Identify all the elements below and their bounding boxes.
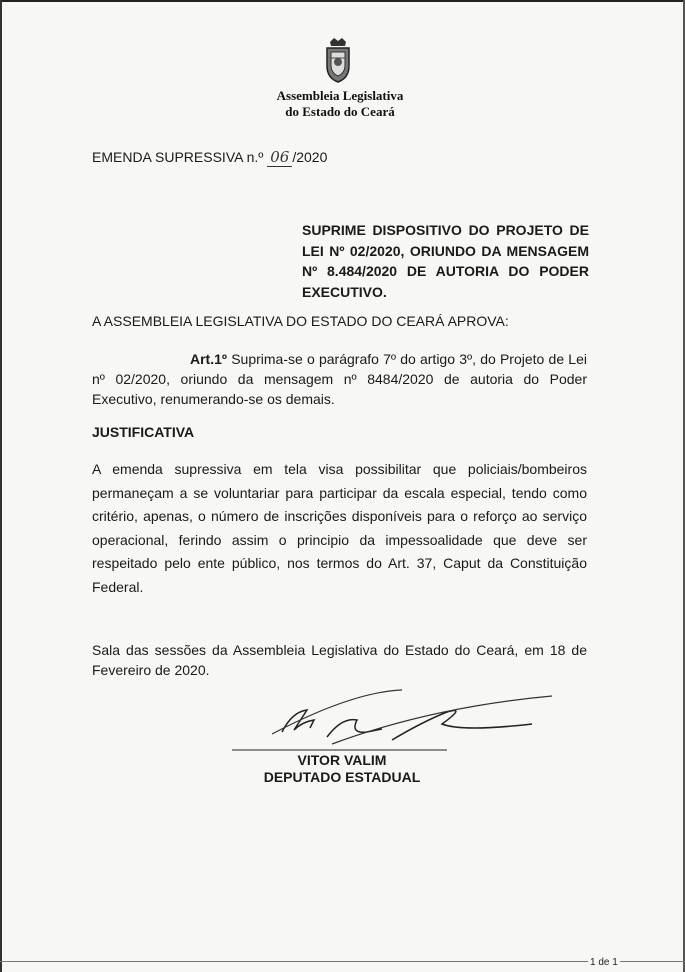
summary-line: EXECUTIVO.	[302, 283, 387, 300]
amendment-summary	[302, 220, 589, 302]
footer-divider	[0, 961, 685, 962]
amendment-year: /2020	[292, 149, 328, 165]
justification-text: A emenda supressiva em tela visa possibilitar que policiais/bombeiros permaneçam a se voluntariar para participar da escala especial, tendo como critério, apenas, o número de inscrições disponíveis para o reforço ao serviço operacional, ferindo assim o principio da impessoalidade que deve ser respeitado pelo ente público, nos termos do Art. 37, Caput da Constituição Federal.	[92, 461, 587, 595]
article-label: Art.1º	[190, 351, 228, 367]
scan-top-border	[0, 0, 685, 2]
amendment-prefix: EMENDA SUPRESSIVA n.º	[92, 149, 268, 165]
signatory-name: VITOR VALIM	[297, 752, 387, 768]
scan-left-border	[0, 0, 2, 972]
organization-name	[240, 88, 440, 120]
approval-statement: A ASSEMBLEIA LEGISLATIVA DO ESTADO DO CEARÁ APROVA:	[92, 313, 509, 329]
summary-line: LEI Nº 02/2020, ORIUNDO DA MENSAGEM	[302, 242, 589, 259]
handwritten-signature	[232, 682, 562, 752]
page-count: 1 de 1	[590, 957, 618, 968]
article-1	[92, 349, 587, 409]
amendment-number-line	[92, 148, 327, 166]
justification-title: JUSTIFICATIVA	[92, 424, 195, 440]
signatory-role: DEPUTADO ESTADUAL	[263, 769, 421, 785]
amendment-number-handwritten: 06	[267, 148, 292, 167]
assembly-coat-of-arms-icon	[318, 36, 358, 84]
org-name-line1: Assembleia Legislativa	[276, 88, 404, 103]
article-text: Suprima-se o parágrafo 7º do artigo 3º, do Projeto de Lei nº 02/2020, oriundo da mensagem nº 8484/2020 de autoria do Poder Executivo, renumerando-se os demais.	[92, 351, 587, 407]
closing-statement: Sala das sessões da Assembleia Legislativa do Estado do Ceará, em 18 de Fevereiro de 2020.	[92, 642, 587, 678]
summary-line: SUPRIME DISPOSITIVO DO PROJETO DE	[302, 222, 589, 238]
org-name-line2: do Estado do Ceará	[285, 104, 395, 119]
summary-line: Nº 8.484/2020 DE AUTORIA DO PODER	[302, 263, 589, 279]
